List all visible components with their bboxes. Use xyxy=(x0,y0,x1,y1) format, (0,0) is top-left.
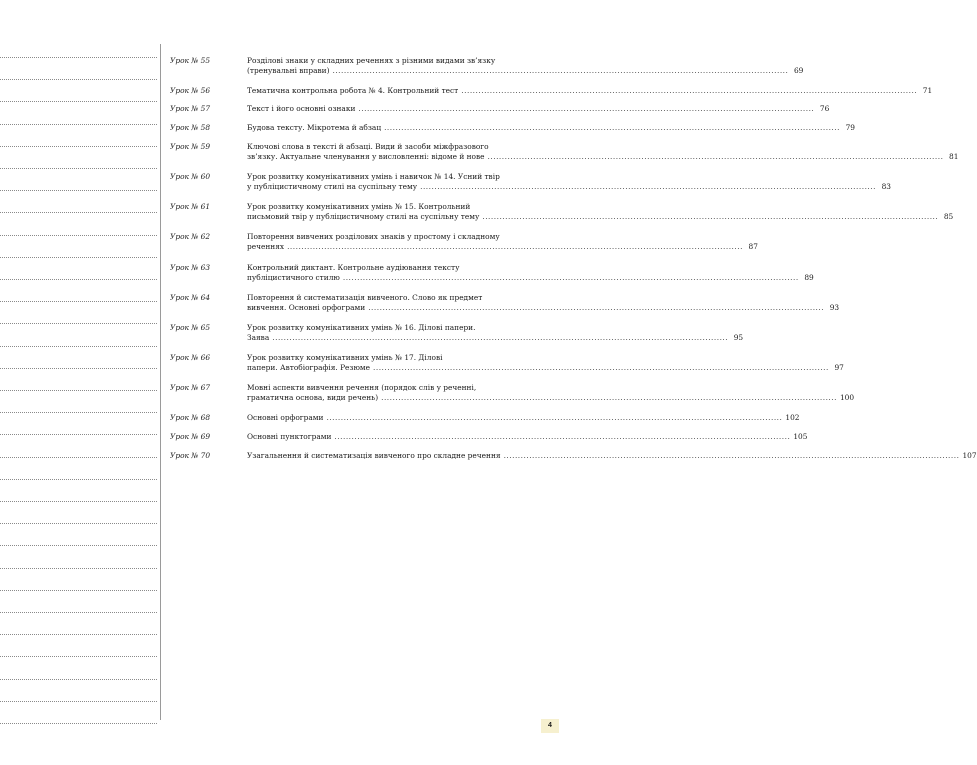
dot-leader: ................................................................................................................................................................ xyxy=(487,152,944,161)
note-line xyxy=(0,323,157,324)
dot-leader: ................................................................................................................................................................ xyxy=(384,123,840,132)
page-ref: 71 xyxy=(922,86,933,95)
page-ref: 93 xyxy=(829,303,840,312)
lesson-title xyxy=(247,172,891,192)
lesson-title-last-line xyxy=(247,451,977,461)
lesson-title-last-line xyxy=(247,212,954,222)
note-line xyxy=(0,390,157,391)
lesson-title-line: Розділові знаки у складних реченнях з різними видами зв’язку xyxy=(247,56,496,65)
lesson-title xyxy=(247,56,804,76)
lesson-number: Урок № 55 xyxy=(170,56,211,65)
lesson-title-last-line xyxy=(247,393,855,403)
lesson-title-text: вивчення. Основні орфограми xyxy=(247,303,366,312)
note-line xyxy=(0,301,157,302)
dot-leader: ................................................................................................................................................................ xyxy=(358,104,815,113)
page-ref: 85 xyxy=(943,212,954,221)
note-line xyxy=(0,590,157,591)
note-line xyxy=(0,434,157,435)
lesson-title-text: Узагальнення й систематизація вивченого про складне речення xyxy=(247,451,501,460)
lesson-title-text: Будова тексту. Мікротема й абзац xyxy=(247,123,382,132)
page-ref: 97 xyxy=(834,363,844,372)
lesson-number: Урок № 58 xyxy=(170,123,211,132)
note-line xyxy=(0,679,157,680)
lesson-title-line: Мовні аспекти вивчення речення (порядок слів у реченні, xyxy=(247,383,477,392)
lesson-number: Урок № 59 xyxy=(170,142,211,151)
lesson-title-last-line xyxy=(247,182,891,192)
dot-leader: ................................................................................................................................................................ xyxy=(342,273,799,282)
column-divider xyxy=(160,44,161,720)
note-line xyxy=(0,701,157,702)
lesson-title-text: Текст і його основні ознаки xyxy=(247,104,356,113)
page-ref: 83 xyxy=(881,182,891,191)
lesson-title-text: Основні пунктограми xyxy=(247,432,332,441)
dot-leader: ................................................................................................................................................................ xyxy=(368,303,825,312)
note-line xyxy=(0,545,157,546)
dot-leader: ................................................................................................................................................................ xyxy=(381,393,837,402)
lesson-number: Урок № 67 xyxy=(170,383,211,392)
lesson-title-last-line xyxy=(247,66,804,76)
note-line xyxy=(0,212,157,213)
lesson-title-text: Основні орфограми xyxy=(247,413,324,422)
dot-leader: ................................................................................................................................................................ xyxy=(334,432,791,441)
lesson-title xyxy=(247,413,800,423)
lesson-number: Урок № 61 xyxy=(170,202,211,211)
lesson-title-line: Ключові слова в тексті й абзаці. Види й засоби міжфразового xyxy=(247,142,489,151)
note-line xyxy=(0,723,157,724)
lesson-number: Урок № 65 xyxy=(170,323,211,332)
note-line xyxy=(0,101,157,102)
dot-leader: ................................................................................................................................................................ xyxy=(461,86,918,95)
lesson-title-line: Контрольний диктант. Контрольне аудіювання тексту xyxy=(247,263,460,272)
lesson-title xyxy=(247,104,830,114)
note-line xyxy=(0,412,157,413)
lesson-title-text: публіцистичного стилю xyxy=(247,273,340,282)
notes-margin xyxy=(0,0,160,765)
lesson-title xyxy=(247,432,808,442)
dot-leader: ................................................................................................................................................................ xyxy=(482,212,939,221)
lesson-title-line: Повторення вивчених розділових знаків у простому і складному xyxy=(247,232,500,241)
lesson-title-last-line xyxy=(247,303,840,313)
note-line xyxy=(0,523,157,524)
note-line xyxy=(0,146,157,147)
dot-leader: ................................................................................................................................................................ xyxy=(287,242,743,251)
page-ref: 102 xyxy=(785,413,800,422)
lesson-title-line: Урок розвитку комунікативних умінь № 16. Ділові папери. xyxy=(247,323,476,332)
lesson-number: Урок № 64 xyxy=(170,293,211,302)
page-ref: 105 xyxy=(793,432,808,441)
note-line xyxy=(0,612,157,613)
lesson-title-last-line xyxy=(247,123,855,133)
lesson-title-line: Урок розвитку комунікативних умінь і навичок № 14. Усний твір xyxy=(247,172,500,181)
note-line xyxy=(0,568,157,569)
dot-leader: ................................................................................................................................................................ xyxy=(420,182,876,191)
note-line xyxy=(0,368,157,369)
lesson-title-line: Урок розвитку комунікативних умінь № 17. Ділові xyxy=(247,353,443,362)
lesson-title-text: у публіцистичному стилі на суспільну тему xyxy=(247,182,418,191)
page-ref: 107 xyxy=(962,451,977,460)
page-ref: 69 xyxy=(793,66,804,75)
page-ref: 76 xyxy=(819,104,830,113)
lesson-title-last-line xyxy=(247,104,830,114)
lesson-number: Урок № 60 xyxy=(170,172,211,181)
note-line xyxy=(0,457,157,458)
lesson-number: Урок № 66 xyxy=(170,353,211,362)
lesson-title-line: Повторення й систематизація вивченого. Слово як предмет xyxy=(247,293,483,302)
lesson-title-last-line xyxy=(247,333,744,343)
page-ref: 95 xyxy=(733,333,744,342)
dot-leader: ................................................................................................................................................................ xyxy=(503,451,960,460)
lesson-title xyxy=(247,86,933,96)
lesson-title-last-line xyxy=(247,413,800,423)
lesson-title-text: папери. Автобіографія. Резюме xyxy=(247,363,370,372)
dot-leader: ................................................................................................................................................................ xyxy=(272,333,729,342)
note-line xyxy=(0,168,157,169)
lesson-number: Урок № 62 xyxy=(170,232,211,241)
lesson-title xyxy=(247,451,977,461)
lesson-title-last-line xyxy=(247,242,758,252)
lesson-title-line: Урок розвитку комунікативних умінь № 15. Контрольний xyxy=(247,202,471,211)
lesson-number: Урок № 56 xyxy=(170,86,211,95)
note-line xyxy=(0,346,157,347)
note-line xyxy=(0,57,157,58)
page-ref: 87 xyxy=(748,242,758,251)
lesson-title-text: реченнях xyxy=(247,242,285,251)
note-line xyxy=(0,656,157,657)
lesson-title xyxy=(247,293,840,313)
lesson-title-text: письмовий твір у публіцистичному стилі на суспільну тему xyxy=(247,212,480,221)
lesson-title xyxy=(247,123,855,133)
page-ref: 89 xyxy=(804,273,814,282)
lesson-title-text: Тематична контрольна робота № 4. Контрольний тест xyxy=(247,86,459,95)
lesson-title-last-line xyxy=(247,432,808,442)
lesson-number: Урок № 68 xyxy=(170,413,211,422)
lesson-title xyxy=(247,232,758,252)
dot-leader: ................................................................................................................................................................ xyxy=(326,413,783,422)
lesson-title-last-line xyxy=(247,273,814,283)
lesson-title-last-line xyxy=(247,86,933,96)
note-line xyxy=(0,190,157,191)
lesson-title-last-line xyxy=(247,152,959,162)
lesson-number: Урок № 69 xyxy=(170,432,211,441)
note-line xyxy=(0,235,157,236)
lesson-title xyxy=(247,353,844,373)
lesson-title-text: зв’язку. Актуальне членування у висловленні: відоме й нове xyxy=(247,152,485,161)
lesson-title-text: (тренувальні вправи) xyxy=(247,66,330,75)
note-line xyxy=(0,279,157,280)
dot-leader: ................................................................................................................................................................ xyxy=(332,66,789,75)
lesson-title-text: Заява xyxy=(247,333,270,342)
lesson-title xyxy=(247,142,959,162)
lesson-number: Урок № 63 xyxy=(170,263,211,272)
lesson-title xyxy=(247,202,954,222)
page-ref: 81 xyxy=(949,152,959,161)
note-line xyxy=(0,79,157,80)
lesson-title-text: граматична основа, види речень) xyxy=(247,393,379,402)
note-line xyxy=(0,124,157,125)
dot-leader: ................................................................................................................................................................ xyxy=(373,363,829,372)
lesson-title xyxy=(247,323,744,343)
lesson-title xyxy=(247,383,855,403)
note-line xyxy=(0,257,157,258)
page-ref: 79 xyxy=(845,123,855,132)
lesson-number: Урок № 57 xyxy=(170,104,211,113)
note-line xyxy=(0,634,157,635)
lesson-number: Урок № 70 xyxy=(170,451,211,460)
lesson-title-last-line xyxy=(247,363,844,373)
lesson-title xyxy=(247,263,814,283)
note-line xyxy=(0,501,157,502)
page-ref: 100 xyxy=(839,393,855,402)
page-number: 4 xyxy=(541,719,559,733)
note-line xyxy=(0,479,157,480)
